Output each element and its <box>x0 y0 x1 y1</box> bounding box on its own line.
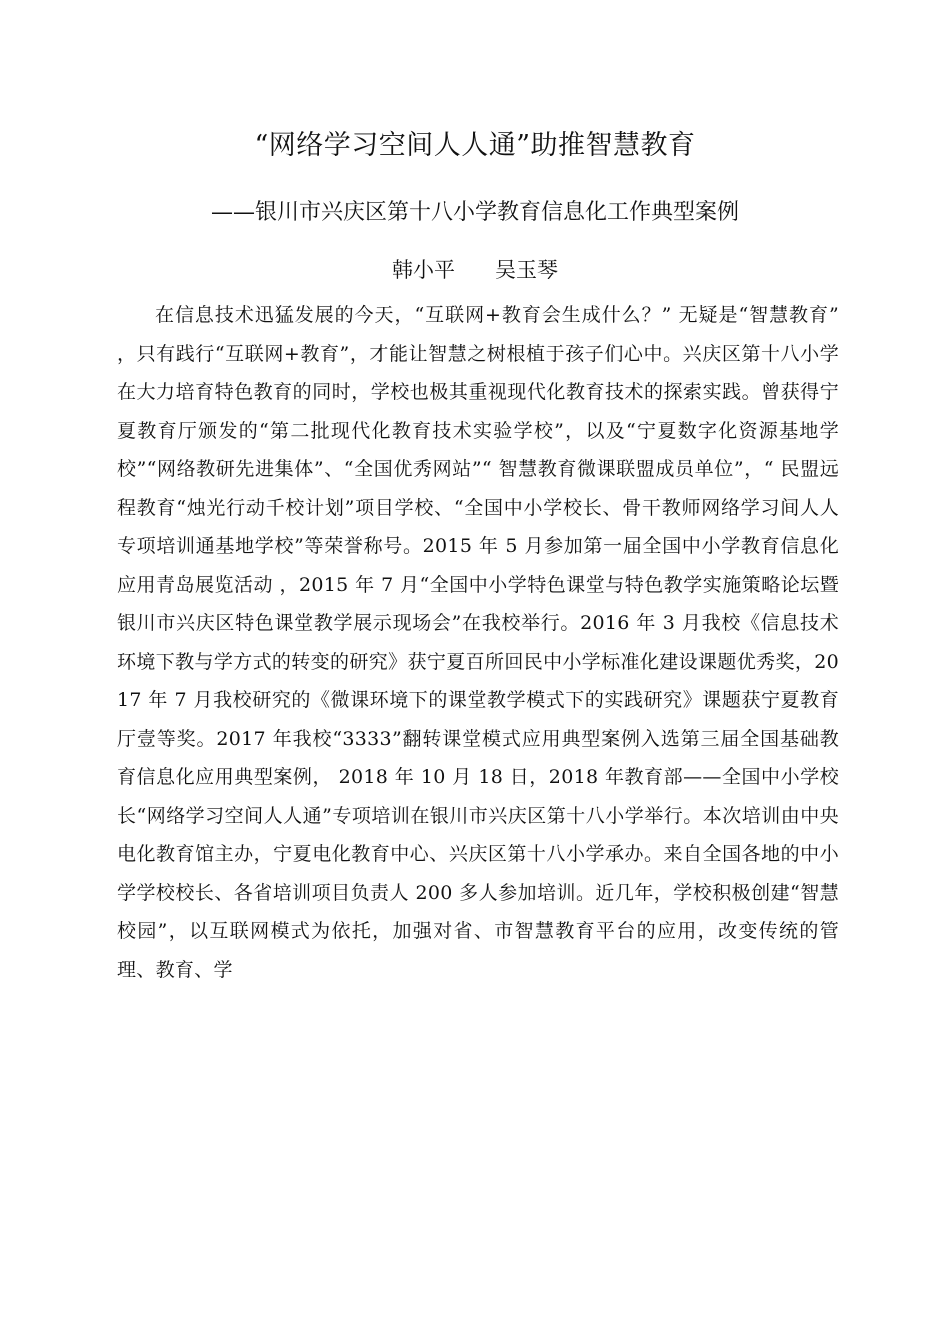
body-paragraph: 在信息技术迅猛发展的今天，“互联网+教育会生成什么？” 无疑是“智慧教育” ，只有践行“互联网+教育”，才能让智慧之树根植于孩子们心中。兴庆区第十八小学在大力培育特色教育的同时，学校也极其重视现代化教育技术的探索实践。曾获得宁夏教育厅颁发的“第二批现代化教育技术实验学校”，以及“宁夏数字化资源基地学校”“网络教研先进集体”、“全国优秀网站”“ 智慧教育微课联盟成员单位”，“ 民盟远程教育“烛光行动千校计划”项目学校、“全国中小学校长、骨干教师网络学习间人人专项培训通基地学校”等荣誉称号。2015 年 5 月参加第一届全国中小学教育信息化应用青岛展览活动 ，2015 年 7 月“全国中小学特色课堂与特色教学实施策略论坛暨银川市兴庆区特色课堂教学展示现场会”在我校举行。2016 年 3 月我校《信息技术环境下教与学方式的转变的研究》获宁夏百所回民中小学标准化建设课题优秀奖，2017 年 7 月我校研究的《微课环境下的课堂教学模式下的实践研究》课题获宁夏教育厅壹等奖。2017 年我校“3333”翻转课堂模式应用典型案例入选第三届全国基础教育信息化应用典型案例， 2018 年 10 月 18 日，2018 年教育部——全国中小学校长“网络学习空间人人通”专项培训在银川市兴庆区第十八小学举行。本次培训由中央电化教育馆主办，宁夏电化教育中心、兴庆区第十八小学承办。来自全国各地的中小学学校校长、各省培训项目负责人 200 多人参加培训。近几年，学校积极创建“智慧校园”，以互联网模式为依托，加强对省、市智慧教育平台的应用，改变传统的管理、教育、学 <box>117 304 839 981</box>
author-line <box>0 254 950 286</box>
document-title: “网络学习空间人人通”助推智慧教育 <box>254 130 696 161</box>
author-name: 吴玉琴 <box>495 258 558 282</box>
author-name: 韩小平 <box>392 258 455 282</box>
document-subtitle: ——银川市兴庆区第十八小学教育信息化工作典型案例 <box>210 200 739 225</box>
